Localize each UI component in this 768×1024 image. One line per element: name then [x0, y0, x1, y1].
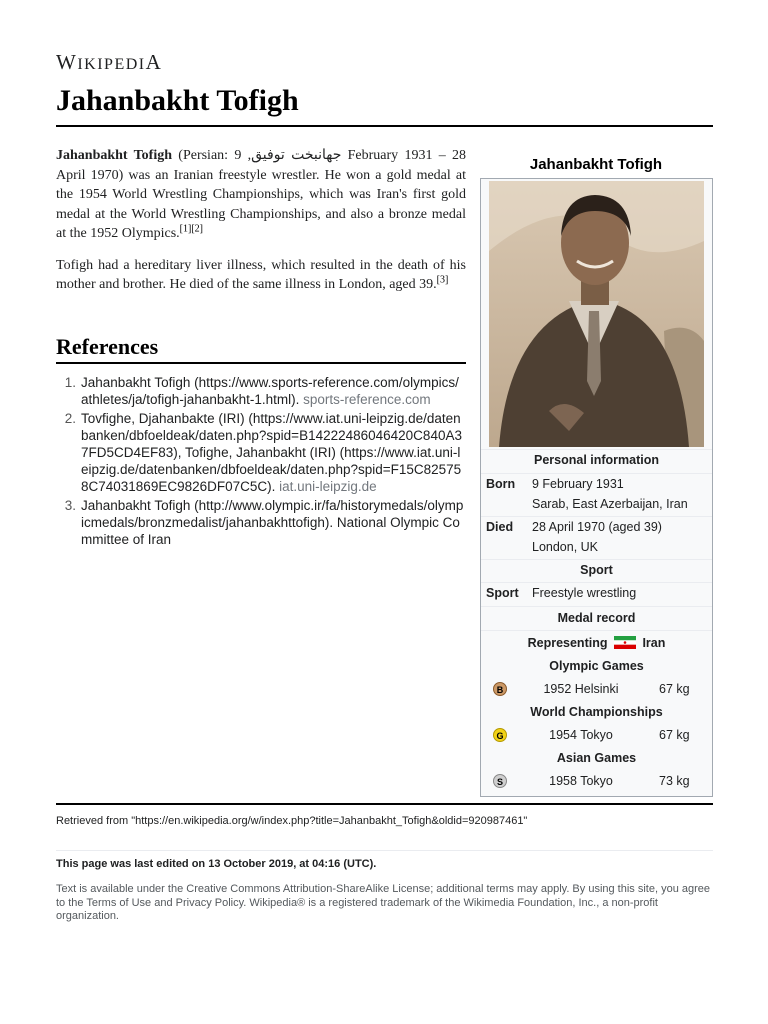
- infobox-divider: [481, 630, 712, 631]
- medal-weight: 73 kg: [659, 774, 690, 788]
- born-place[interactable]: Sarab, East Azerbaijan, Iran: [532, 497, 688, 511]
- footer-thin-divider: [56, 850, 713, 851]
- reference-item: [62, 374, 466, 408]
- died-place[interactable]: London, UK: [532, 540, 599, 554]
- portrait-photo-image: [489, 181, 704, 447]
- competition-asian[interactable]: Asian Games: [556, 751, 637, 765]
- article-body: [56, 146, 466, 307]
- references-heading: References: [56, 334, 159, 359]
- iran-flag-icon[interactable]: [614, 636, 636, 649]
- medal-row: [481, 728, 712, 746]
- representing-label: Representing: [527, 636, 608, 650]
- reference-number: 2.: [64, 411, 76, 426]
- medal-weight: 67 kg: [659, 682, 690, 696]
- citation-3[interactable]: [3]: [436, 274, 449, 286]
- medal-weight: 67 kg: [659, 728, 690, 742]
- illness-text: Tofigh had a hereditary liver illness, which resulted in the death of his mother and brother. He died of the same illness in London, aged 39.: [56, 257, 466, 292]
- retrieved-from[interactable]: Retrieved from "https://en.wikipedia.org/w/index.php?title=Jahanbakht_Tofigh&oldid=920987461": [56, 815, 528, 827]
- medal-event[interactable]: 1958 Tokyo: [549, 774, 613, 788]
- title-divider: [56, 125, 713, 127]
- infobox-divider: [481, 606, 712, 607]
- last-edited: This page was last edited on 13 October 2019, at 04:16 (UTC).: [56, 858, 377, 870]
- medal-row: [481, 682, 712, 700]
- intro-paragraph: [56, 146, 466, 244]
- portrait-photo[interactable]: [489, 181, 704, 447]
- reference-item: [62, 410, 466, 495]
- sport-header: Sport: [580, 563, 613, 577]
- bronze-medal-icon: B: [493, 682, 507, 696]
- footer-divider: [56, 803, 713, 805]
- infobox-divider: [481, 449, 712, 450]
- reference-link[interactable]: Jahanbakht Tofigh (http://www.olympic.ir/fa/historymedals/olympicmedals/bronzmedalist/jahanbakhttofigh). National Olympic Committee of Iran: [81, 498, 464, 547]
- illness-paragraph: [56, 256, 466, 295]
- intro-text: (Persian: جهانبخت توفیق, 9 February 1931 – 28 April 1970) was an Iranian freestyle wrestler. He won a gold medal at the 1954 World Wrestling Championships, which was Iran's first gold medal at the World Wrestling Championships, and also a bronze medal at the 1952 Olympics.: [56, 148, 467, 241]
- reference-source: sports-reference.com: [299, 392, 431, 407]
- medal-event[interactable]: 1952 Helsinki: [543, 682, 619, 696]
- subject-name: Jahanbakht Tofigh: [56, 148, 173, 163]
- infobox-divider: [481, 559, 712, 560]
- born-label: Born: [486, 477, 516, 491]
- infobox: [480, 178, 713, 797]
- personal-info-header: Personal information: [533, 453, 660, 467]
- reference-number: 3.: [64, 498, 76, 513]
- competition-olympic[interactable]: Olympic Games: [549, 659, 644, 673]
- competition-world[interactable]: World Championships: [530, 705, 663, 719]
- page-title: Jahanbakht Tofigh: [56, 84, 299, 117]
- reference-link[interactable]: Jahanbakht Tofigh (https://www.sports-reference.com/olympics/athletes/ja/tofigh-jahanbakht-1.html).: [81, 375, 459, 407]
- references-list: [62, 374, 466, 550]
- medal-event[interactable]: 1954 Tokyo: [549, 728, 613, 742]
- reference-source: iat.uni-leipzig.de: [275, 479, 377, 494]
- gold-medal-icon: G: [493, 728, 507, 742]
- representing-row: [481, 636, 712, 650]
- representing-country[interactable]: Iran: [642, 636, 666, 650]
- citation-1-2[interactable]: [1][2]: [179, 223, 203, 235]
- died-date: 28 April 1970 (aged 39): [532, 520, 662, 534]
- born-date: 9 February 1931: [532, 477, 624, 491]
- reference-number: 1.: [64, 375, 76, 390]
- died-label: Died: [486, 520, 514, 534]
- infobox-title: Jahanbakht Tofigh: [529, 156, 663, 173]
- wikipedia-logo[interactable]: WIKIPEDIA: [56, 50, 163, 74]
- sport-label: Sport: [486, 586, 519, 600]
- medal-row: [481, 774, 712, 792]
- reference-item: [62, 497, 466, 548]
- sport-value[interactable]: Freestyle wrestling: [532, 586, 637, 600]
- medal-record-header: Medal record: [557, 611, 636, 625]
- reference-link[interactable]: Tovfighe, Djahanbakte (IRI) (https://www.iat.uni-leipzig.de/datenbanken/dbfoeldeak/daten.php?spid=B14222486046420C840A37FD5CD4EF83), Tofighe, Jahanbakht (IRI) (https://www.iat.uni-leipzig.de/datenbanken/dbfoeldeak/daten.php?spid=F15C825758C74031869EC9826DF07C5C).: [81, 411, 462, 494]
- license-text: Text is available under the Creative Commons Attribution-ShareAlike License; additional terms may apply. By using this site, you agree to the Terms of Use and Privacy Policy. Wikipedia® is a registered trademark of the Wikimedia Foundation, Inc., a non-profit organization.: [56, 883, 711, 922]
- silver-medal-icon: S: [493, 774, 507, 788]
- references-divider: [56, 362, 466, 364]
